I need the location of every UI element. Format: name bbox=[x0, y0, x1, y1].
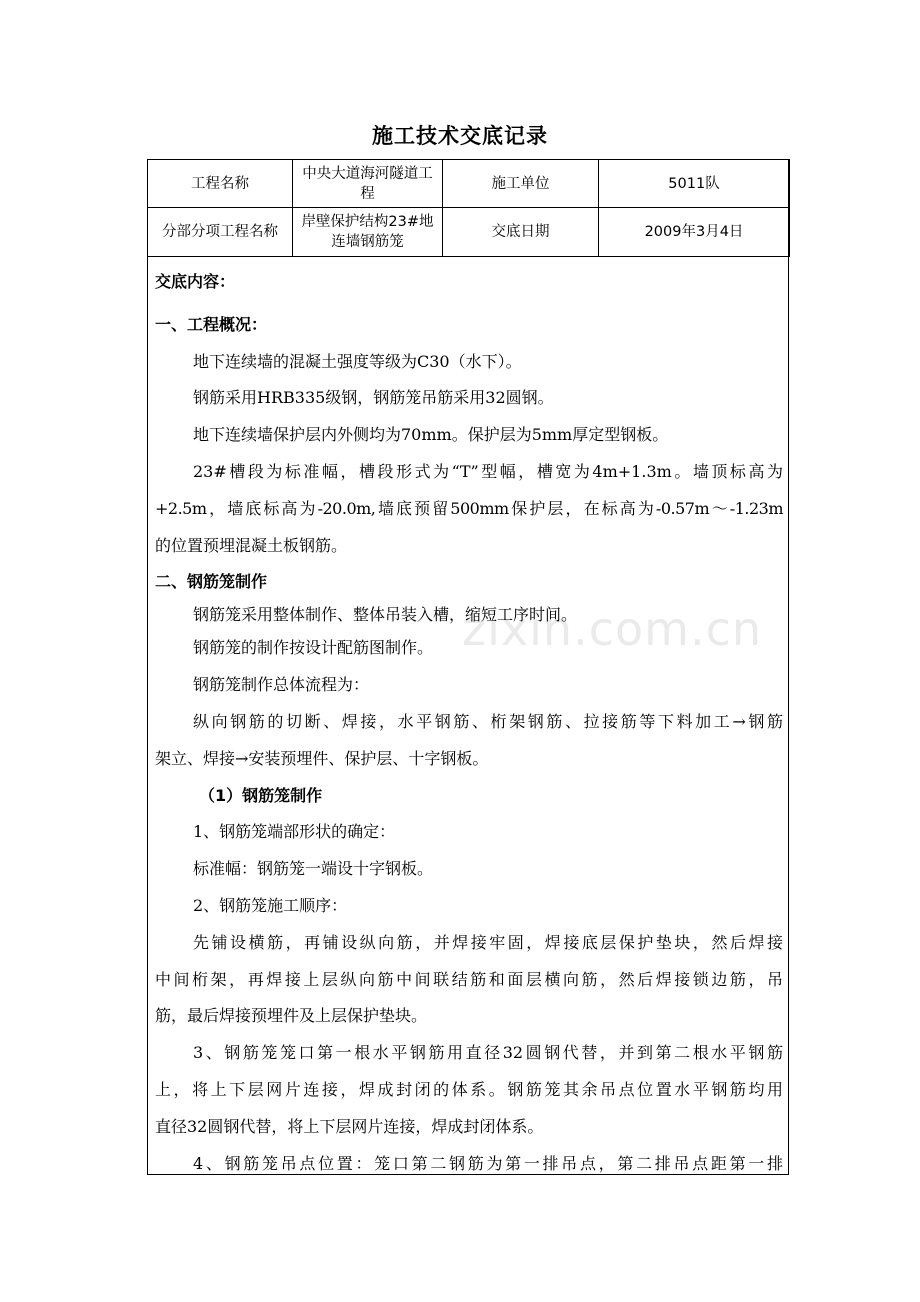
paragraph: 钢筋笼的制作按设计配筋图制作。 bbox=[193, 638, 434, 658]
header-row-1 bbox=[148, 160, 790, 208]
section-1-title: 一、工程概况： bbox=[155, 314, 268, 334]
paragraph-line: 直径32圆钢代替，将上下层网片连接，焊成封闭体系。 bbox=[155, 1116, 544, 1136]
paragraph-line: 上，将上下层网片连接，焊成封闭的体系。钢筋笼其余吊点位置水平钢筋均用 bbox=[155, 1079, 783, 1099]
watermark: zixin.com.cn bbox=[462, 602, 763, 656]
handover-date-value: 2009年3月4日 bbox=[599, 208, 790, 257]
item-heading: 1、钢筋笼端部形状的确定： bbox=[193, 822, 396, 842]
header-row-2 bbox=[148, 208, 790, 257]
paragraph-line: 架立、焊接→安装预埋件、保护层、十字钢板。 bbox=[155, 748, 489, 768]
paragraph-line: 中间桁架，再焊接上层纵向筋中间联结筋和面层横向筋，然后焊接锁边筋，吊 bbox=[155, 969, 783, 989]
paragraph-line: 3、钢筋笼笼口第一根水平钢筋用直径32圆钢代替，并到第二根水平钢筋 bbox=[193, 1043, 783, 1063]
construction-unit-label: 施工单位 bbox=[443, 160, 599, 208]
paragraph: 地下连续墙保护层内外侧均为70mm。保护层为5mm厚定型钢板。 bbox=[193, 425, 669, 445]
sub-project-label: 分部分项工程名称 bbox=[148, 208, 293, 257]
paragraph-line: +2.5m，墙底标高为-20.0m,墙底预留500mm保护层，在标高为-0.57m～-1.23m bbox=[155, 498, 783, 518]
content-heading: 交底内容： bbox=[155, 272, 236, 291]
paragraph-line: 先铺设横筋，再铺设纵向筋，并焊接牢固，焊接底层保护垫块，然后焊接 bbox=[193, 932, 783, 952]
section-2-title: 二、钢筋笼制作 bbox=[155, 572, 268, 592]
paragraph-line: 23#槽段为标准幅，槽段形式为“T”型幅，槽宽为4m+1.3m。墙顶标高为 bbox=[193, 461, 783, 481]
project-name-label: 工程名称 bbox=[148, 160, 293, 208]
paragraph-line: 筋，最后焊接预埋件及上层保护垫块。 bbox=[155, 1006, 428, 1026]
project-name-value: 中央大道海河隧道工程 bbox=[293, 160, 443, 208]
construction-unit-value: 5011队 bbox=[599, 160, 790, 208]
handover-date-label: 交底日期 bbox=[443, 208, 599, 257]
content-body bbox=[155, 264, 783, 1182]
paragraph: 地下连续墙的混凝土强度等级为C30（水下）。 bbox=[193, 351, 522, 371]
document-title: 施工技术交底记录 bbox=[372, 124, 548, 148]
sub-project-value: 岸壁保护结构23#地连墙钢筋笼 bbox=[293, 208, 443, 257]
paragraph: 钢筋笼制作总体流程为： bbox=[193, 675, 370, 695]
item-heading: 2、钢筋笼施工顺序： bbox=[193, 895, 348, 915]
header-table bbox=[147, 159, 790, 257]
paragraph: 钢筋笼采用整体制作、整体吊装入槽，缩短工序时间。 bbox=[193, 605, 578, 625]
paragraph-line: 的位置预埋混凝土板钢筋。 bbox=[155, 535, 348, 555]
paragraph: 标准幅：钢筋笼一端设十字钢板。 bbox=[193, 859, 434, 879]
paragraph-line: 4、钢筋笼吊点位置：笼口第二钢筋为第一排吊点，第二排吊点距第一排 bbox=[193, 1153, 783, 1173]
paragraph-line: 纵向钢筋的切断、焊接，水平钢筋、桁架钢筋、拉接筋等下料加工→钢筋 bbox=[193, 711, 783, 731]
subsection-title: （1）钢筋笼制作 bbox=[199, 785, 323, 805]
paragraph: 钢筋采用HRB335级钢，钢筋笼吊筋采用32圆钢。 bbox=[193, 388, 554, 408]
